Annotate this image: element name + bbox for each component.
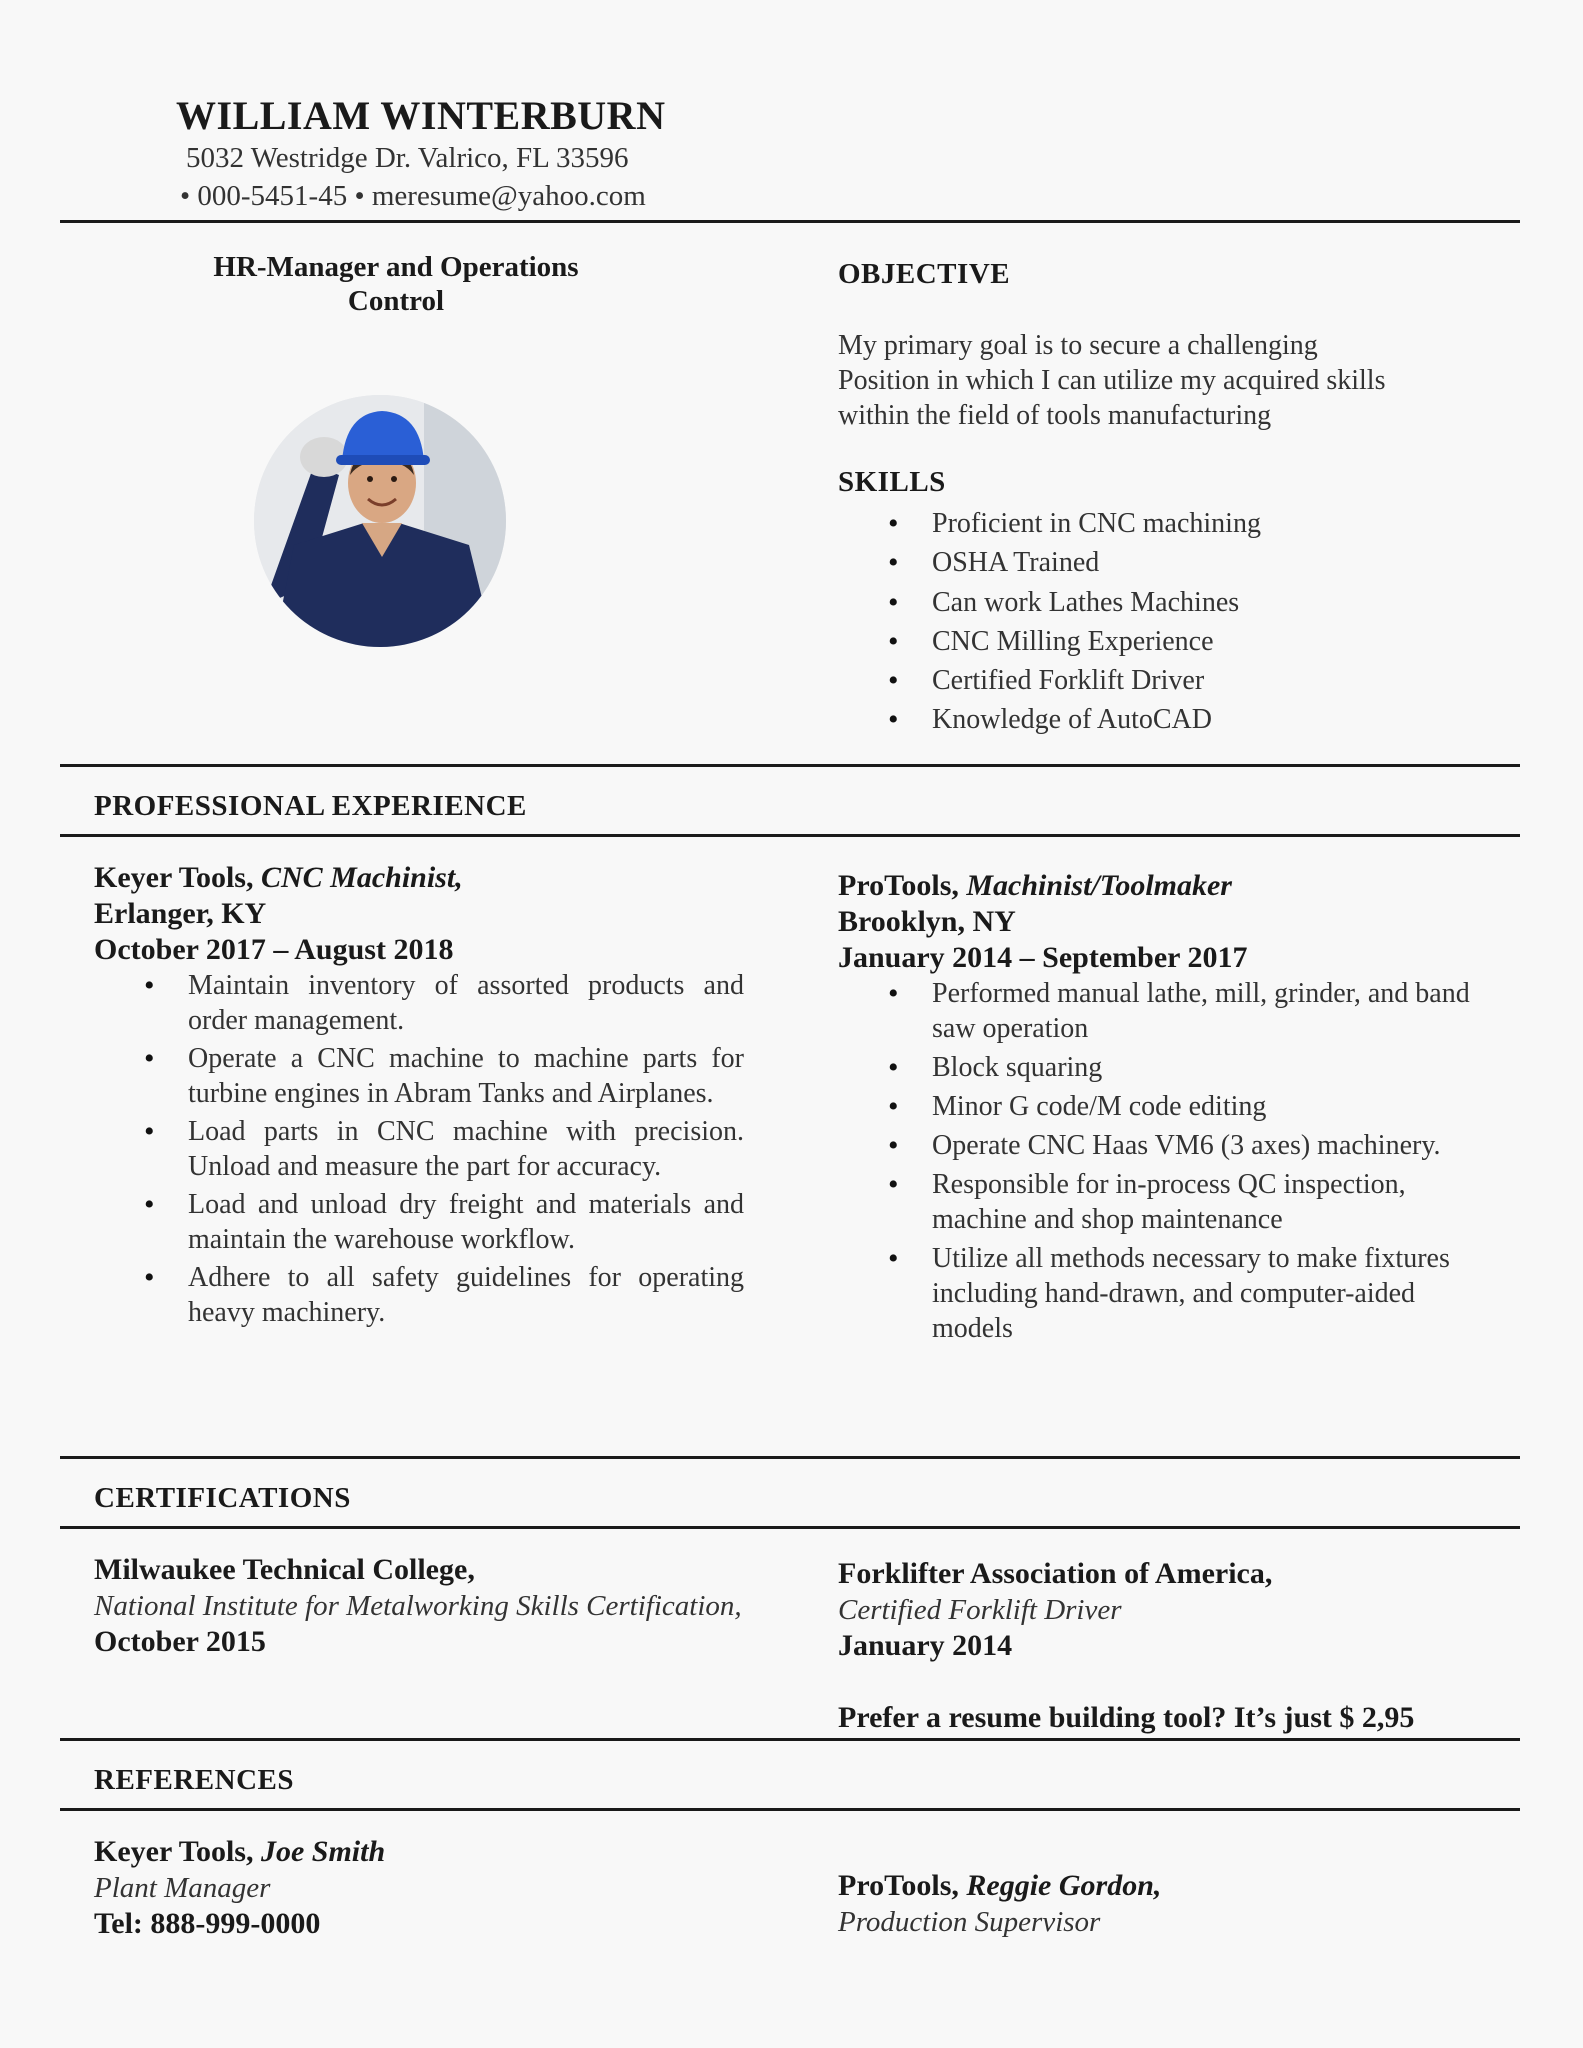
skill-item: • Certified Forklift Driver xyxy=(838,661,1458,700)
cert-name: Certified Forklift Driver xyxy=(838,1594,1122,1626)
skills-title: SKILLS xyxy=(838,466,946,498)
skill-item: • Knowledge of AutoCAD xyxy=(838,700,1458,739)
skills-list xyxy=(838,504,1458,740)
duty-item: • Minor G code/M code editing xyxy=(838,1089,1498,1124)
certifications-title: CERTIFICATIONS xyxy=(94,1482,351,1514)
reference-title: Production Supervisor xyxy=(838,1906,1101,1938)
duty-item: • Adhere to all safety guidelines for operating heavy machinery. xyxy=(94,1260,744,1330)
job-duties xyxy=(94,968,744,1330)
reference-tel: Tel: 888-999-0000 xyxy=(94,1907,321,1940)
job-entry xyxy=(94,860,754,1333)
duty-item: • Load and unload dry freight and materials and maintain the warehouse workflow. xyxy=(94,1187,744,1257)
worker-photo-icon xyxy=(254,395,506,647)
divider xyxy=(60,1808,1520,1811)
divider xyxy=(60,834,1520,837)
reference-title: Plant Manager xyxy=(94,1872,271,1904)
skill-item: • OSHA Trained xyxy=(838,543,1458,582)
reference-company: ProTools, xyxy=(838,1869,959,1902)
duty-item: • Performed manual lathe, mill, grinder, and band saw operation xyxy=(838,976,1498,1046)
duty-item: • Load parts in CNC machine with precision. Unload and measure the part for accuracy. xyxy=(94,1114,744,1184)
job-title: HR-Manager and Operations Control xyxy=(213,251,579,317)
reference-person: Reggie Gordon, xyxy=(966,1869,1162,1902)
references-title: REFERENCES xyxy=(94,1764,294,1796)
reference-entry xyxy=(94,1834,794,1942)
job-company: ProTools, xyxy=(838,869,959,902)
reference-person: Joe Smith xyxy=(260,1835,386,1868)
job-dates: January 2014 – September 2017 xyxy=(838,941,1248,974)
reference-company: Keyer Tools, xyxy=(94,1835,254,1868)
contact-info: • 000-5451-45 • meresume@yahoo.com xyxy=(180,180,646,212)
job-duties xyxy=(838,976,1498,1346)
skill-item: • Proficient in CNC machining xyxy=(838,504,1458,543)
cert-institution: Forklifter Association of America, xyxy=(838,1557,1273,1590)
job-position: Machinist/Toolmaker xyxy=(966,869,1232,902)
duty-item: • Responsible for in-process QC inspection, machine and shop maintenance xyxy=(838,1167,1498,1237)
duty-item: • Operate a CNC machine to machine parts for turbine engines in Abram Tanks and Airplanes. xyxy=(94,1041,744,1111)
objective-title: OBJECTIVE xyxy=(838,258,1011,290)
job-company-line xyxy=(94,860,754,896)
divider xyxy=(60,1738,1520,1741)
duty-item: • Operate CNC Haas VM6 (3 axes) machinery. xyxy=(838,1128,1498,1163)
objective-text: My primary goal is to secure a challenging Position in which I can utilize my acquired skills within the field of tools manufacturing xyxy=(838,330,1386,431)
profile-photo xyxy=(254,395,506,647)
reference-entry xyxy=(838,1868,1498,1940)
candidate-name: WILLIAM WINTERBURN xyxy=(176,93,666,138)
certification-entry xyxy=(838,1556,1498,1664)
job-position: CNC Machinist, xyxy=(260,861,463,894)
duty-item: • Maintain inventory of assorted products and order management. xyxy=(94,968,744,1038)
job-entry xyxy=(838,868,1498,1350)
job-location: Brooklyn, NY xyxy=(838,905,1016,938)
reference-company-line xyxy=(838,1868,1498,1904)
divider xyxy=(60,220,1520,223)
job-dates: October 2017 – August 2018 xyxy=(94,933,454,966)
duty-item: • Utilize all methods necessary to make fixtures including hand-drawn, and computer-aided models xyxy=(838,1241,1498,1346)
duty-item: • Block squaring xyxy=(838,1050,1498,1085)
divider xyxy=(60,1456,1520,1459)
job-location: Erlanger, KY xyxy=(94,897,267,930)
skill-item: • CNC Milling Experience xyxy=(838,622,1458,661)
divider xyxy=(60,764,1520,767)
cert-name: National Institute for Metalworking Skills Certification, xyxy=(94,1590,742,1622)
job-company-line xyxy=(838,868,1498,904)
cert-institution: Milwaukee Technical College, xyxy=(94,1553,475,1586)
promo-text: Prefer a resume building tool? It’s just $ 2,95 xyxy=(838,1701,1415,1734)
reference-company-line xyxy=(94,1834,794,1870)
cert-date: January 2014 xyxy=(838,1629,1013,1662)
cert-date: October 2015 xyxy=(94,1625,266,1658)
experience-title: PROFESSIONAL EXPERIENCE xyxy=(94,790,527,822)
address: 5032 Westridge Dr. Valrico, FL 33596 xyxy=(186,142,629,174)
divider xyxy=(60,1526,1520,1529)
job-company: Keyer Tools, xyxy=(94,861,254,894)
skill-item: • Can work Lathes Machines xyxy=(838,583,1458,622)
certification-entry xyxy=(94,1552,794,1660)
